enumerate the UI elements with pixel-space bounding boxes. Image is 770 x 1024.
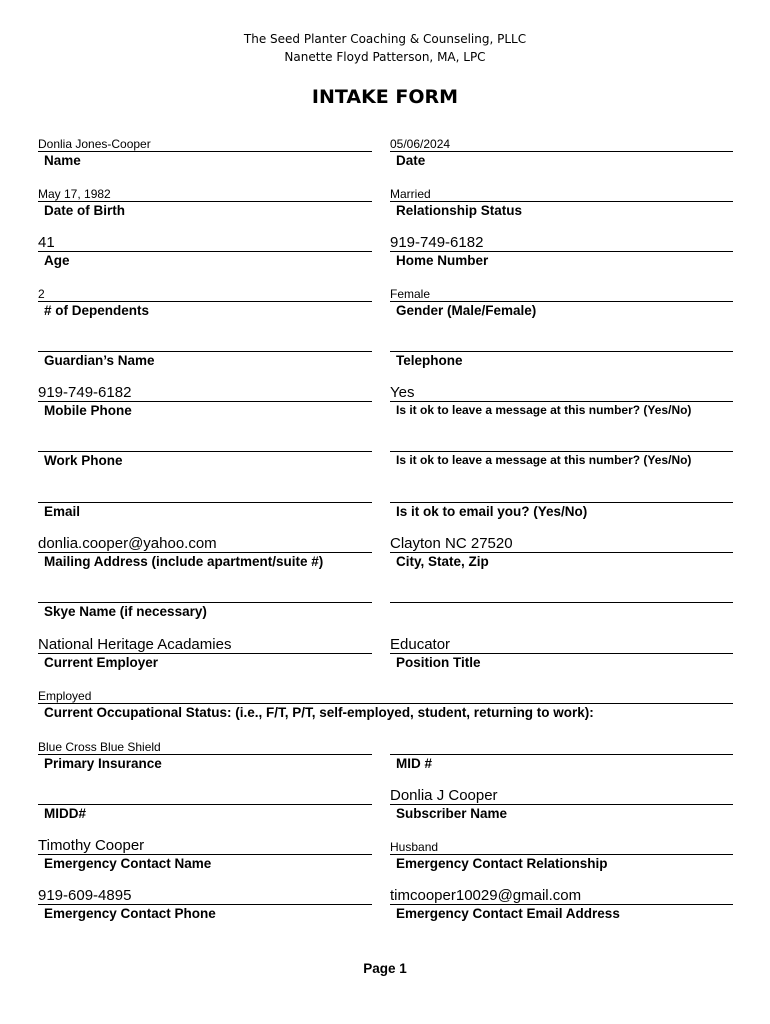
age-value[interactable]: 41 (38, 234, 55, 251)
relationship-status-underline (390, 201, 733, 202)
email-field[interactable] (38, 482, 372, 526)
email-ok-field[interactable] (390, 482, 733, 526)
gender-field[interactable] (390, 281, 733, 325)
skype-name-label: Skye Name (if necessary) (44, 604, 207, 619)
gender-underline (390, 301, 733, 302)
telephone-underline (390, 351, 733, 352)
clinician-name: Nanette Floyd Patterson, MA, LPC (284, 50, 486, 64)
date-value[interactable]: 05/06/2024 (390, 137, 451, 151)
position-title-field[interactable] (390, 633, 733, 677)
occupational-status-field[interactable] (38, 683, 733, 727)
primary-insurance-value[interactable]: Blue Cross Blue Shield (38, 740, 161, 754)
guardian-name-field[interactable] (38, 331, 372, 375)
mobile-message-ok-field[interactable] (390, 381, 733, 425)
home-number-underline (390, 251, 733, 252)
mailing-address-field[interactable] (38, 532, 372, 576)
email-ok-label: Is it ok to email you? (Yes/No) (396, 504, 588, 519)
name-label: Name (44, 153, 81, 168)
occupational-status-value[interactable]: Employed (38, 689, 92, 703)
city-state-zip-value[interactable]: Clayton NC 27520 (390, 535, 513, 552)
dependents-field[interactable] (38, 281, 372, 325)
emergency-contact-phone-label: Emergency Contact Phone (44, 906, 216, 921)
emergency-contact-relationship-label: Emergency Contact Relationship (396, 856, 608, 871)
subscriber-name-field[interactable] (390, 784, 733, 828)
primary-insurance-label: Primary Insurance (44, 756, 162, 771)
primary-insurance-field[interactable] (38, 734, 372, 778)
mid-underline (390, 754, 733, 755)
current-employer-label: Current Employer (44, 655, 159, 670)
current-employer-underline (38, 653, 372, 654)
emergency-contact-name-underline (38, 854, 372, 855)
work-phone-field[interactable] (38, 431, 372, 475)
midd-label: MIDD# (44, 806, 87, 821)
occupational-status-label: Current Occupational Status: (i.e., F/T, P/T, self-employed, student, returning to work): (44, 705, 594, 720)
skype-name-field[interactable] (38, 582, 372, 626)
subscriber-name-value[interactable]: Donlia J Cooper (390, 787, 498, 804)
city-state-zip-underline (390, 552, 733, 553)
relationship-status-field[interactable] (390, 181, 733, 225)
guardian-name-underline (38, 351, 372, 352)
email-ok-underline (390, 502, 733, 503)
dob-label: Date of Birth (44, 203, 125, 218)
name-underline (38, 151, 372, 152)
work-message-ok-label: Is it ok to leave a message at this number? (Yes/No) (396, 453, 692, 467)
city-state-zip-label: City, State, Zip (396, 554, 489, 569)
city-state-zip-field[interactable] (390, 532, 733, 576)
mobile-phone-value[interactable]: 919-749-6182 (38, 384, 132, 401)
relationship-status-value[interactable]: Married (390, 187, 431, 201)
mid-field[interactable] (390, 734, 733, 778)
midd-field[interactable] (38, 784, 372, 828)
name-value[interactable]: Donlia Jones-Cooper (38, 137, 151, 151)
emergency-contact-email-value[interactable]: timcooper10029@gmail.com (390, 887, 582, 904)
emergency-contact-name-value[interactable]: Timothy Cooper (38, 837, 145, 854)
work-phone-underline (38, 451, 372, 452)
emergency-contact-email-label: Emergency Contact Email Address (396, 906, 620, 921)
work-phone-label: Work Phone (44, 453, 123, 468)
emergency-contact-relationship-field[interactable] (390, 834, 733, 878)
mobile-message-ok-value[interactable]: Yes (390, 384, 415, 401)
current-employer-value[interactable]: National Heritage Acadamies (38, 636, 232, 653)
date-underline (390, 151, 733, 152)
home-number-field[interactable] (390, 231, 733, 275)
date-field[interactable] (390, 131, 733, 175)
emergency-contact-relationship-underline (390, 854, 733, 855)
page-number: Page 1 (363, 961, 407, 976)
emergency-contact-phone-value[interactable]: 919-609-4895 (38, 887, 132, 904)
work-message-ok-underline (390, 451, 733, 452)
dependents-underline (38, 301, 372, 302)
emergency-contact-email-underline (390, 904, 733, 905)
subscriber-name-underline (390, 804, 733, 805)
email-underline (38, 502, 372, 503)
name-field[interactable] (38, 131, 372, 175)
practice-name: The Seed Planter Coaching & Counseling, PLLC (243, 32, 527, 46)
blank-right-underline (390, 602, 733, 603)
mobile-phone-field[interactable] (38, 381, 372, 425)
mobile-message-ok-label: Is it ok to leave a message at this number? (Yes/No) (396, 403, 692, 417)
dob-field[interactable] (38, 181, 372, 225)
mailing-address-underline (38, 552, 372, 553)
dob-value[interactable]: May 17, 1982 (38, 187, 111, 201)
relationship-status-label: Relationship Status (396, 203, 523, 218)
age-underline (38, 251, 372, 252)
skype-name-underline (38, 602, 372, 603)
position-title-underline (390, 653, 733, 654)
date-label: Date (396, 153, 426, 168)
emergency-contact-phone-underline (38, 904, 372, 905)
work-message-ok-field[interactable] (390, 431, 733, 475)
age-label: Age (44, 253, 70, 268)
dependents-value[interactable]: 2 (38, 287, 45, 301)
mailing-address-label: Mailing Address (include apartment/suite #) (44, 554, 324, 569)
emergency-contact-name-label: Emergency Contact Name (44, 856, 212, 871)
form-header (0, 30, 770, 66)
telephone-field[interactable] (390, 331, 733, 375)
emergency-contact-relationship-value[interactable]: Husband (390, 840, 439, 854)
home-number-label: Home Number (396, 253, 489, 268)
blank-right-field[interactable] (390, 582, 733, 626)
position-title-label: Position Title (396, 655, 481, 670)
gender-label: Gender (Male/Female) (396, 303, 537, 318)
home-number-value[interactable]: 919-749-6182 (390, 234, 484, 251)
emergency-contact-email-field[interactable] (390, 884, 733, 928)
mobile-phone-underline (38, 401, 372, 402)
emergency-contact-phone-field[interactable] (38, 884, 372, 928)
gender-value[interactable]: Female (390, 287, 431, 301)
age-field[interactable] (38, 231, 372, 275)
mobile-message-ok-underline (390, 401, 733, 402)
email-label: Email (44, 504, 81, 519)
current-employer-field[interactable] (38, 633, 372, 677)
mid-label: MID # (396, 756, 433, 771)
telephone-label: Telephone (396, 353, 463, 368)
occupational-status-underline (38, 703, 733, 704)
primary-insurance-underline (38, 754, 372, 755)
dob-underline (38, 201, 372, 202)
position-title-value[interactable]: Educator (390, 636, 451, 653)
dependents-label: # of Dependents (44, 303, 150, 318)
emergency-contact-name-field[interactable] (38, 834, 372, 878)
mailing-address-value[interactable]: donlia.cooper@yahoo.com (38, 535, 217, 552)
mobile-phone-label: Mobile Phone (44, 403, 132, 418)
guardian-name-label: Guardian’s Name (44, 353, 155, 368)
form-title: INTAKE FORM (311, 86, 459, 108)
midd-underline (38, 804, 372, 805)
subscriber-name-label: Subscriber Name (396, 806, 508, 821)
